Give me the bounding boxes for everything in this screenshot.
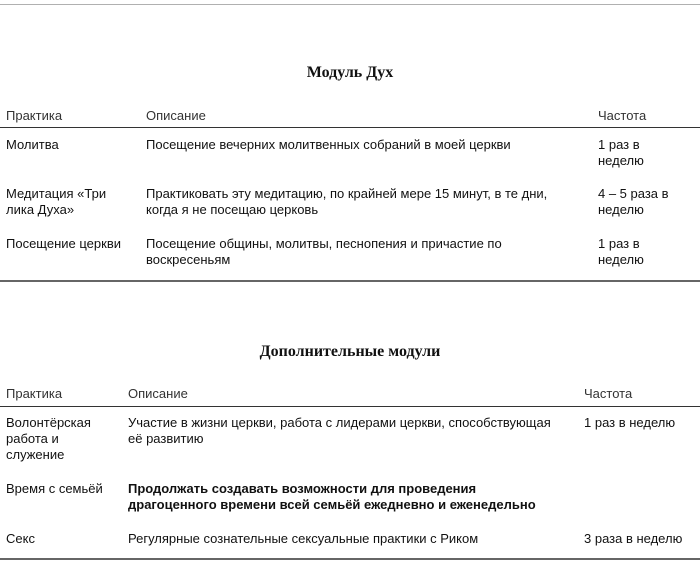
t2-header-rule bbox=[0, 406, 700, 407]
t2-row1-description: Участие в жизни церкви, работа с лидерами церкви, способствующая её развитию bbox=[128, 415, 551, 446]
t1-row2-frequency: 4 – 5 раза в неделю bbox=[598, 186, 669, 217]
t2-row1-frequency: 1 раз в неделю bbox=[584, 415, 676, 430]
t1-row1-description: Посещение вечерних молитвенных собраний в моей церкви bbox=[146, 137, 511, 152]
t1-row3-frequency: 1 раз в неделю bbox=[598, 236, 644, 267]
t2-row2-practice: Время с семьёй bbox=[6, 481, 103, 496]
module-spirit-title: Модуль Дух bbox=[306, 64, 394, 81]
t1-header-description: Описание bbox=[146, 108, 206, 123]
t1-row3-practice: Посещение церкви bbox=[6, 236, 121, 251]
t1-row1-practice: Молитва bbox=[6, 137, 59, 152]
additional-modules-title: Дополнительные модули bbox=[259, 343, 441, 360]
t1-row2-practice: Медитация «Три лика Духа» bbox=[6, 186, 107, 217]
t2-row1-practice: Волонтёрская работа и служение bbox=[6, 415, 91, 462]
t1-row3-description: Посещение общины, молитвы, песнопения и причастие по воскресеньям bbox=[146, 236, 502, 267]
t2-header-practice: Практика bbox=[6, 386, 63, 401]
t2-bottom-rule bbox=[0, 558, 700, 560]
t2-header-description: Описание bbox=[128, 386, 188, 401]
t1-bottom-rule bbox=[0, 280, 700, 282]
t2-row2-description: Продолжать создавать возможности для проведения драгоценного времени всей семьёй ежедневно и еженедельно bbox=[128, 481, 536, 512]
t1-header-rule bbox=[0, 127, 700, 128]
t2-row3-practice: Секс bbox=[6, 531, 35, 546]
t1-row2-description: Практиковать эту медитацию, по крайней мере 15 минут, в те дни, когда я не посещаю церковь bbox=[146, 186, 548, 217]
t2-row3-frequency: 3 раза в неделю bbox=[584, 531, 683, 546]
t1-header-frequency: Частота bbox=[598, 108, 647, 123]
page-top-divider bbox=[0, 4, 700, 5]
t1-row1-frequency: 1 раз в неделю bbox=[598, 137, 644, 168]
t2-header-frequency: Частота bbox=[584, 386, 633, 401]
t2-row3-description: Регулярные сознательные сексуальные практики с Риком bbox=[128, 531, 479, 546]
t1-header-practice: Практика bbox=[6, 108, 63, 123]
